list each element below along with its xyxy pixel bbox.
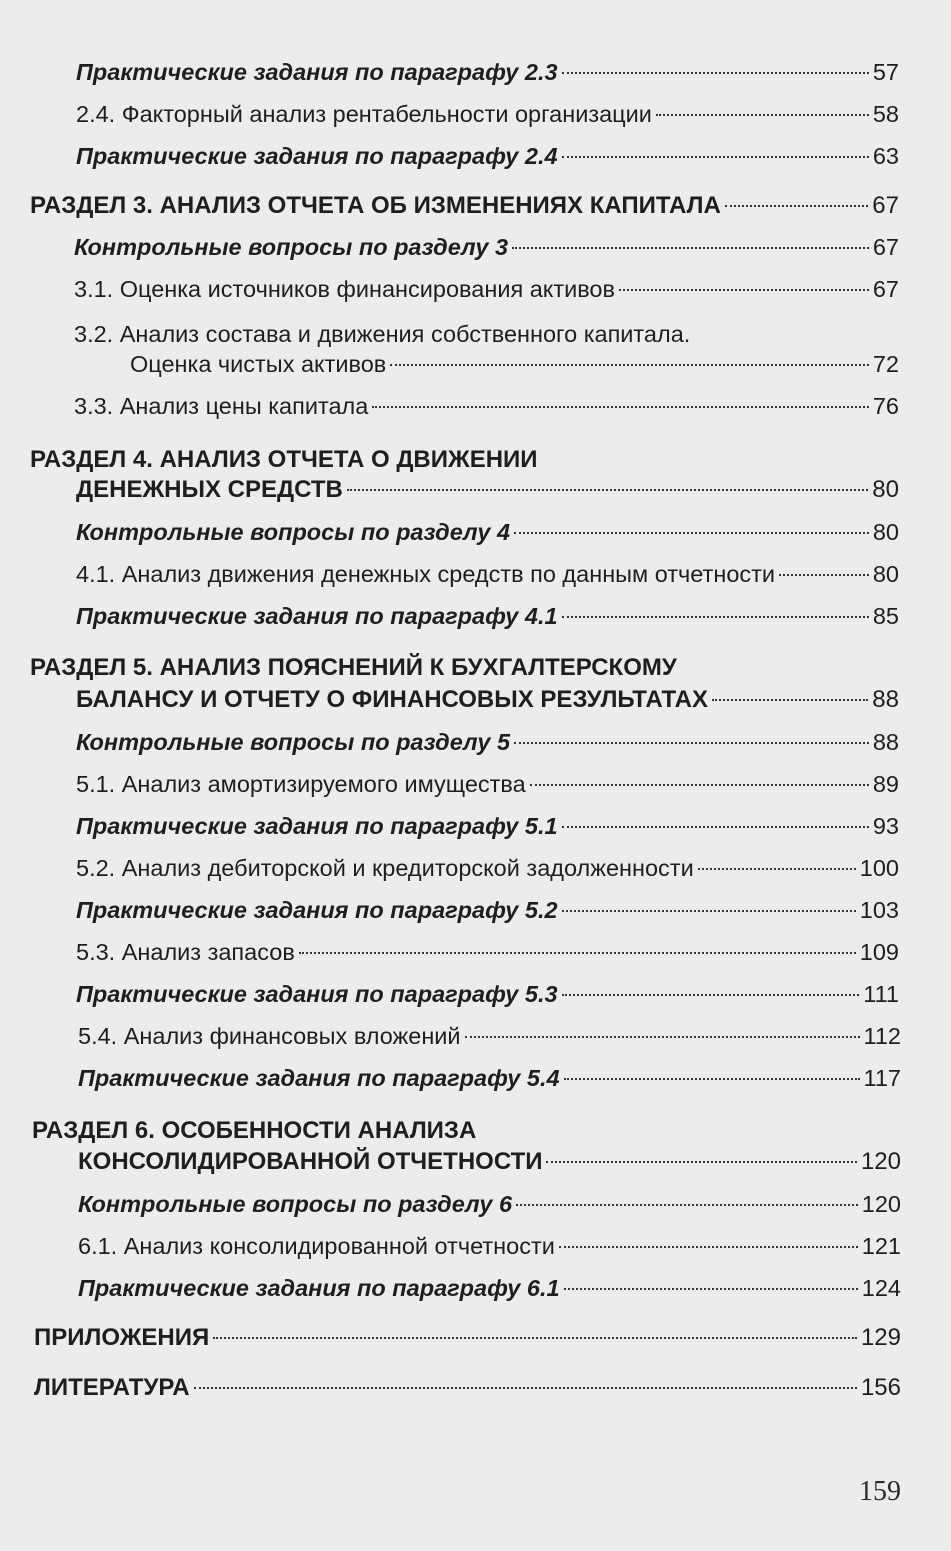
dot-leader	[213, 1337, 857, 1339]
toc-entry-title: ЛИТЕРАТУРА	[34, 1374, 190, 1401]
toc-entry-page: 156	[860, 1374, 901, 1401]
toc-entry-page: 120	[860, 1148, 901, 1175]
toc-entry-title: 5.2. Анализ дебиторской и кредиторской задолженности	[76, 855, 694, 881]
toc-entry-page: 58	[872, 101, 899, 127]
toc-entry[interactable]	[76, 980, 899, 1008]
toc-entry[interactable]	[76, 896, 899, 924]
dot-leader	[514, 742, 869, 744]
dot-leader	[562, 910, 856, 912]
toc-entry-title: Оценка чистых активов	[130, 351, 387, 377]
toc-section-heading-line1: РАЗДЕЛ 5. АНАЛИЗ ПОЯСНЕНИЙ К БУХГАЛТЕРСКОМУ	[30, 654, 677, 681]
toc-section-heading[interactable]	[34, 1324, 901, 1352]
dot-leader	[619, 289, 869, 291]
toc-entry[interactable]	[130, 350, 899, 378]
toc-entry[interactable]	[78, 1022, 901, 1050]
toc-entry-page: 80	[872, 561, 899, 587]
toc-entry-page: 89	[872, 771, 899, 797]
toc-entry-page: 72	[872, 351, 899, 377]
toc-entry-page: 109	[859, 939, 899, 965]
toc-entry-title: БАЛАНСУ И ОТЧЕТУ О ФИНАНСОВЫХ РЕЗУЛЬТАТАХ	[76, 686, 709, 713]
toc-entry-title: Практические задания по параграфу 2.3	[76, 59, 558, 85]
toc-entry-page: 88	[872, 729, 899, 755]
toc-entry-title: Практические задания по параграфу 6.1	[78, 1275, 560, 1301]
toc-entry[interactable]	[76, 100, 899, 128]
toc-entry-title: 4.1. Анализ движения денежных средств по данным отчетности	[76, 561, 776, 587]
toc-entry-title: Практические задания по параграфу 5.1	[76, 813, 558, 839]
toc-section-heading[interactable]	[76, 476, 899, 504]
toc-entry-title: Практические задания по параграфу 4.1	[76, 603, 558, 629]
dot-leader	[656, 114, 869, 116]
toc-entry-page: 88	[872, 686, 899, 713]
toc-entry-page: 112	[863, 1023, 901, 1049]
toc-entry[interactable]	[74, 392, 899, 420]
toc-entry-page: 100	[859, 855, 899, 881]
dot-leader	[372, 406, 869, 408]
toc-entry-page: 57	[872, 59, 899, 85]
toc-entry-title: 3.3. Анализ цены капитала	[74, 393, 369, 419]
toc-entry[interactable]	[76, 602, 899, 630]
toc-entry-page: 67	[872, 234, 899, 260]
toc-section-heading[interactable]	[34, 1374, 901, 1402]
dot-leader	[559, 1246, 858, 1248]
toc-entry-page: 124	[861, 1275, 901, 1301]
toc-entry-title: ДЕНЕЖНЫХ СРЕДСТВ	[76, 476, 343, 503]
toc-section-heading[interactable]	[76, 686, 899, 714]
toc-entry-title: Контрольные вопросы по разделу 3	[74, 234, 509, 260]
toc-section-heading[interactable]	[30, 192, 899, 220]
toc-entry[interactable]	[76, 770, 899, 798]
dot-leader	[347, 489, 868, 491]
dot-leader	[512, 247, 869, 249]
toc-entry-title: Контрольные вопросы по разделу 4	[76, 519, 511, 545]
dot-leader	[516, 1204, 858, 1206]
toc-entry[interactable]	[76, 58, 899, 86]
toc-entry-title: Контрольные вопросы по разделу 6	[78, 1191, 513, 1217]
dot-leader	[299, 952, 856, 954]
dot-leader	[564, 1078, 860, 1080]
toc-entry-title-line1: 3.2. Анализ состава и движения собственного капитала.	[74, 321, 691, 347]
dot-leader	[562, 826, 869, 828]
toc-entry-title: Практические задания по параграфу 5.2	[76, 897, 558, 923]
dot-leader	[698, 868, 856, 870]
dot-leader	[514, 532, 869, 534]
dot-leader	[562, 616, 869, 618]
toc-section-heading-line1: РАЗДЕЛ 6. ОСОБЕННОСТИ АНАЛИЗА	[32, 1117, 477, 1144]
dot-leader	[465, 1036, 860, 1038]
dot-leader	[390, 364, 869, 366]
toc-entry[interactable]	[78, 1190, 901, 1218]
toc-entry[interactable]	[76, 728, 899, 756]
toc-entry-title: 5.3. Анализ запасов	[76, 939, 295, 965]
toc-entry-page: 67	[872, 192, 899, 219]
toc-entry-title: Практические задания по параграфу 2.4	[76, 143, 558, 169]
dot-leader	[712, 699, 868, 701]
toc-entry-page: 76	[872, 393, 899, 419]
toc-entry[interactable]	[78, 1274, 901, 1302]
toc-entry-title: 2.4. Факторный анализ рентабельности организации	[76, 101, 652, 127]
toc-entry[interactable]	[76, 812, 899, 840]
toc-entry-title: РАЗДЕЛ 3. АНАЛИЗ ОТЧЕТА ОБ ИЗМЕНЕНИЯХ КАПИТАЛА	[30, 192, 721, 219]
toc-entry-title: 3.1. Оценка источников финансирования активов	[74, 276, 615, 302]
toc-entry-page: 80	[872, 476, 899, 503]
dot-leader	[562, 156, 869, 158]
toc-section-heading-line1: РАЗДЕЛ 4. АНАЛИЗ ОТЧЕТА О ДВИЖЕНИИ	[30, 446, 538, 473]
toc-section-heading[interactable]	[78, 1148, 901, 1176]
toc-entry-title: Практические задания по параграфу 5.3	[76, 981, 558, 1007]
toc-entry-page: 80	[872, 519, 899, 545]
toc-entry-page: 129	[860, 1324, 901, 1351]
toc-entry[interactable]	[78, 1232, 901, 1260]
dot-leader	[194, 1387, 857, 1389]
toc-entry-title: 6.1. Анализ консолидированной отчетности	[78, 1233, 555, 1259]
dot-leader	[725, 205, 868, 207]
toc-entry-page: 120	[861, 1191, 901, 1217]
toc-entry[interactable]	[76, 854, 899, 882]
toc-entry-title: ПРИЛОЖЕНИЯ	[34, 1324, 210, 1351]
toc-entry-page: 63	[872, 143, 899, 169]
toc-entry[interactable]	[76, 142, 899, 170]
toc-entry-page: 67	[872, 276, 899, 302]
toc-entry-title: Практические задания по параграфу 5.4	[78, 1065, 560, 1091]
toc-entry[interactable]	[74, 275, 899, 303]
toc-entry[interactable]	[76, 938, 899, 966]
toc-entry-title: КОНСОЛИДИРОВАННОЙ ОТЧЕТНОСТИ	[78, 1148, 543, 1175]
toc-entry[interactable]	[76, 518, 899, 546]
dot-leader	[779, 574, 869, 576]
toc-entry[interactable]	[76, 560, 899, 588]
dot-leader	[530, 784, 869, 786]
dot-leader	[564, 1288, 858, 1290]
toc-entry-title: 5.4. Анализ финансовых вложений	[78, 1023, 461, 1049]
toc-entry-page: 111	[863, 981, 899, 1007]
toc-entry-title: Контрольные вопросы по разделу 5	[76, 729, 511, 755]
toc-entry[interactable]	[78, 1064, 901, 1092]
toc-entry[interactable]	[74, 233, 899, 261]
toc-entry-title: 5.1. Анализ амортизируемого имущества	[76, 771, 526, 797]
toc-entry-page: 103	[859, 897, 899, 923]
dot-leader	[562, 72, 869, 74]
dot-leader	[562, 994, 860, 996]
toc-entry-page: 121	[861, 1233, 901, 1259]
toc-entry-page: 117	[863, 1065, 901, 1091]
toc-entry-page: 93	[872, 813, 899, 839]
dot-leader	[546, 1161, 856, 1163]
toc-entry-page: 85	[872, 603, 899, 629]
page-number: 159	[859, 1476, 901, 1507]
